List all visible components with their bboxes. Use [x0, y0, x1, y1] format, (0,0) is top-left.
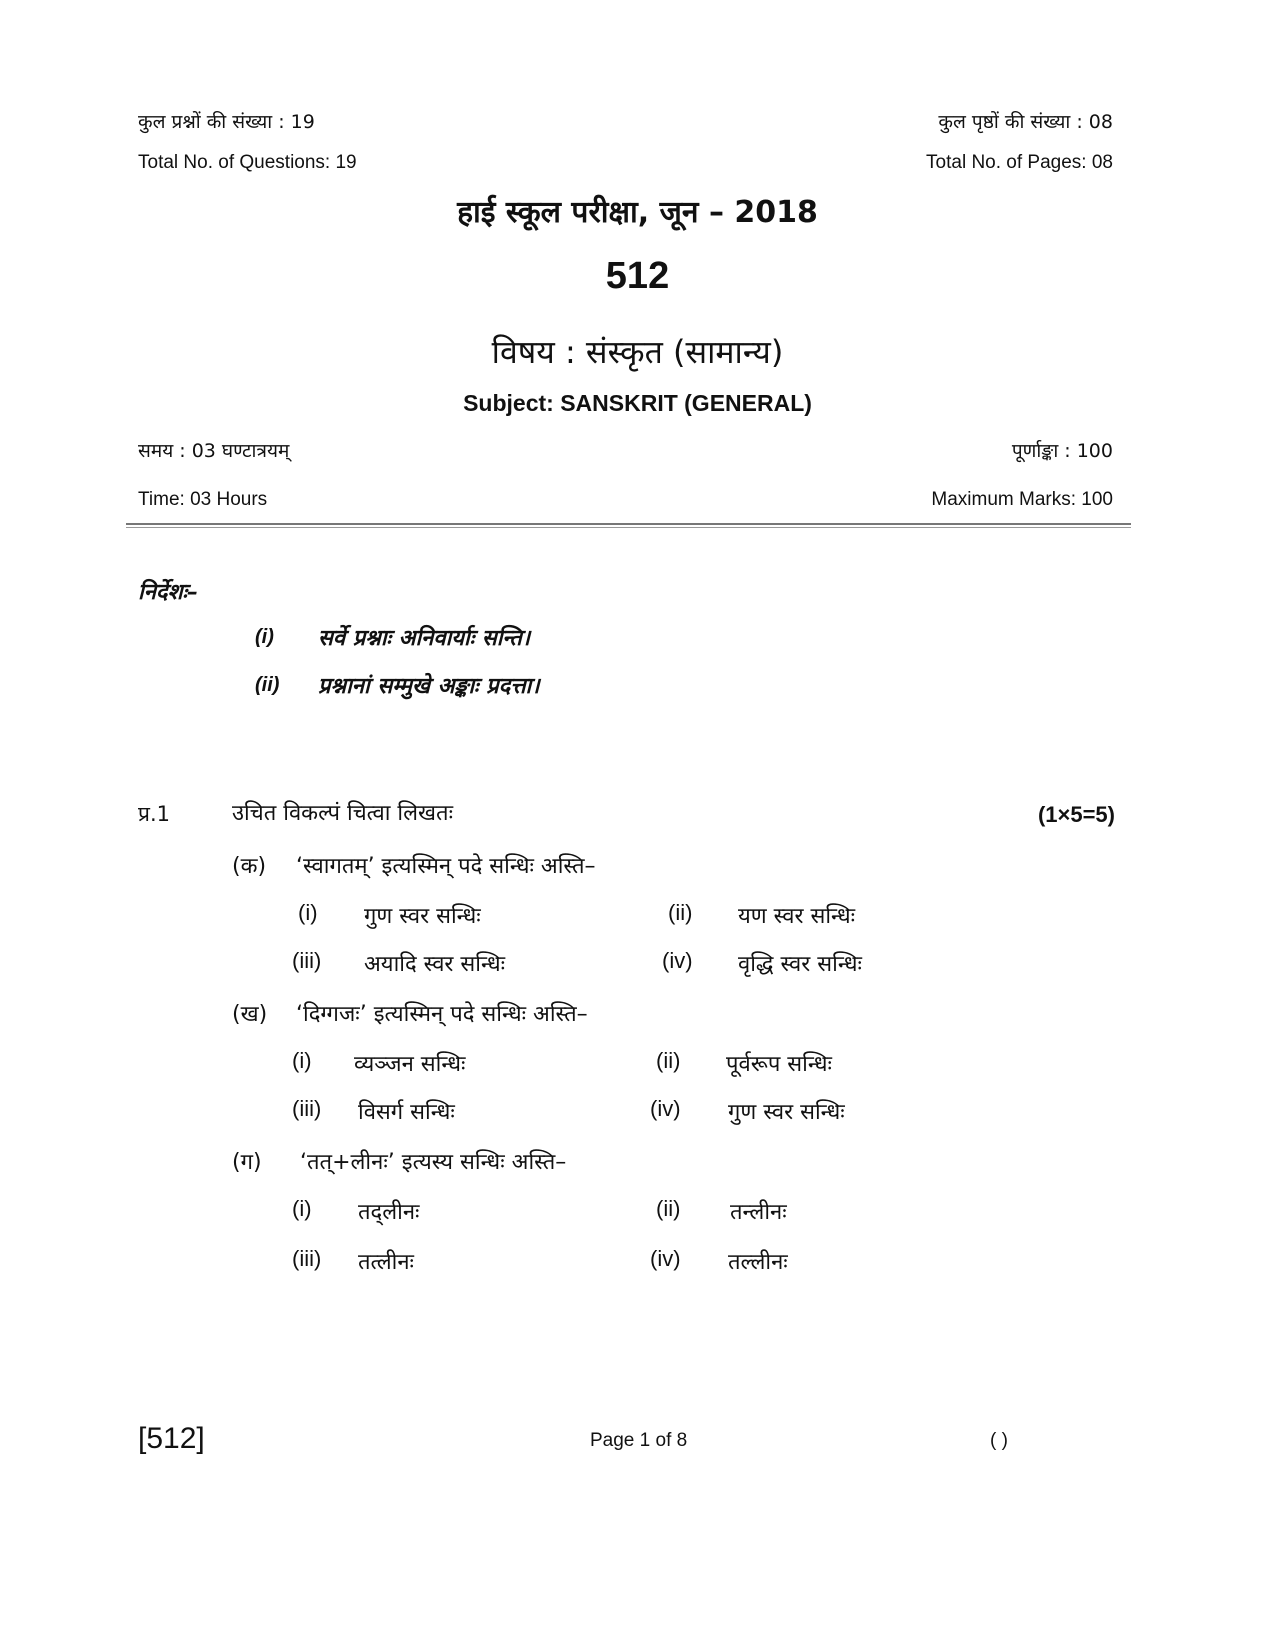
option-num: (i): [298, 900, 318, 925]
instructions-heading: निर्देशः–: [138, 580, 198, 605]
header-divider: [126, 523, 1131, 525]
footer-parentheses: ( ): [990, 1430, 1008, 1451]
subject-hindi: विषय : संस्कृत (सामान्य): [491, 333, 784, 371]
option-text: व्यञ्जन सन्धिः: [354, 1052, 466, 1077]
total-pages-hindi: कुल पृष्ठों की संख्या : 08: [938, 111, 1113, 133]
option-text: अयादि स्वर सन्धिः: [364, 952, 506, 977]
option-text: विसर्ग सन्धिः: [358, 1100, 455, 1125]
option-num: (iv): [662, 948, 693, 973]
total-pages-english: Total No. of Pages: 08: [926, 152, 1113, 173]
option-num: (i): [292, 1196, 312, 1221]
part-label: (ग): [232, 1150, 262, 1175]
option-text: तन्लीनः: [730, 1200, 787, 1225]
question-text: उचित विकल्पं चित्वा लिखतः: [232, 801, 454, 826]
option-text: तल्लीनः: [728, 1250, 788, 1275]
option-text: गुण स्वर सन्धिः: [364, 904, 481, 929]
instruction-text: प्रश्नानां सम्मुखे अङ्काः प्रदत्ता।: [318, 674, 540, 699]
option-text: वृद्धि स्वर सन्धिः: [738, 952, 862, 977]
total-questions-hindi: कुल प्रश्नों की संख्या : 19: [138, 111, 315, 133]
subject-english: Subject: SANSKRIT (GENERAL): [463, 390, 812, 416]
option-num: (i): [292, 1048, 312, 1073]
option-num: (iv): [650, 1096, 681, 1121]
option-num: (ii): [656, 1196, 681, 1221]
part-text: ‘स्वागतम्’ इत्यस्मिन् पदे सन्धिः अस्ति–: [296, 854, 596, 879]
option-num: (iii): [292, 1246, 322, 1271]
instruction-num: (i): [255, 626, 274, 648]
part-text: ‘दिग्गजः’ इत्यस्मिन् पदे सन्धिः अस्ति–: [296, 1002, 588, 1027]
marks-hindi: पूर्णाङ्का : 100: [1011, 440, 1113, 462]
header-divider-thin: [126, 527, 1131, 528]
option-text: यण स्वर सन्धिः: [738, 904, 856, 929]
question-marks: (1×5=5): [1037, 802, 1115, 827]
question-number: प्र.1: [138, 802, 170, 826]
part-text: ‘तत्+लीनः’ इत्यस्य सन्धिः अस्ति–: [300, 1150, 567, 1175]
page-number: Page 1 of 8: [590, 1430, 688, 1451]
marks-english: Maximum Marks: 100: [931, 489, 1113, 510]
paper-code: 512: [605, 255, 670, 297]
total-questions-english: Total No. of Questions: 19: [138, 152, 357, 173]
option-num: (iii): [292, 948, 322, 973]
instruction-text: सर्वे प्रश्नाः अनिवार्याः सन्ति।: [318, 626, 531, 651]
part-label: (क): [232, 854, 267, 879]
instruction-num: (ii): [255, 674, 280, 696]
part-label: (ख): [232, 1002, 268, 1027]
option-num: (ii): [668, 900, 693, 925]
option-text: तद्लीनः: [358, 1200, 420, 1225]
option-text: तत्लीनः: [358, 1250, 414, 1275]
time-hindi: समय : 03 घण्टात्रयम्: [138, 440, 290, 462]
footer-paper-code: [512]: [138, 1422, 205, 1455]
option-num: (ii): [656, 1048, 681, 1073]
option-text: गुण स्वर सन्धिः: [728, 1100, 845, 1125]
exam-title: हाई स्कूल परीक्षा, जून – 2018: [457, 195, 818, 230]
option-text: पूर्वरूप सन्धिः: [726, 1052, 832, 1077]
time-english: Time: 03 Hours: [138, 489, 268, 510]
option-num: (iii): [292, 1096, 322, 1121]
option-num: (iv): [650, 1246, 681, 1271]
